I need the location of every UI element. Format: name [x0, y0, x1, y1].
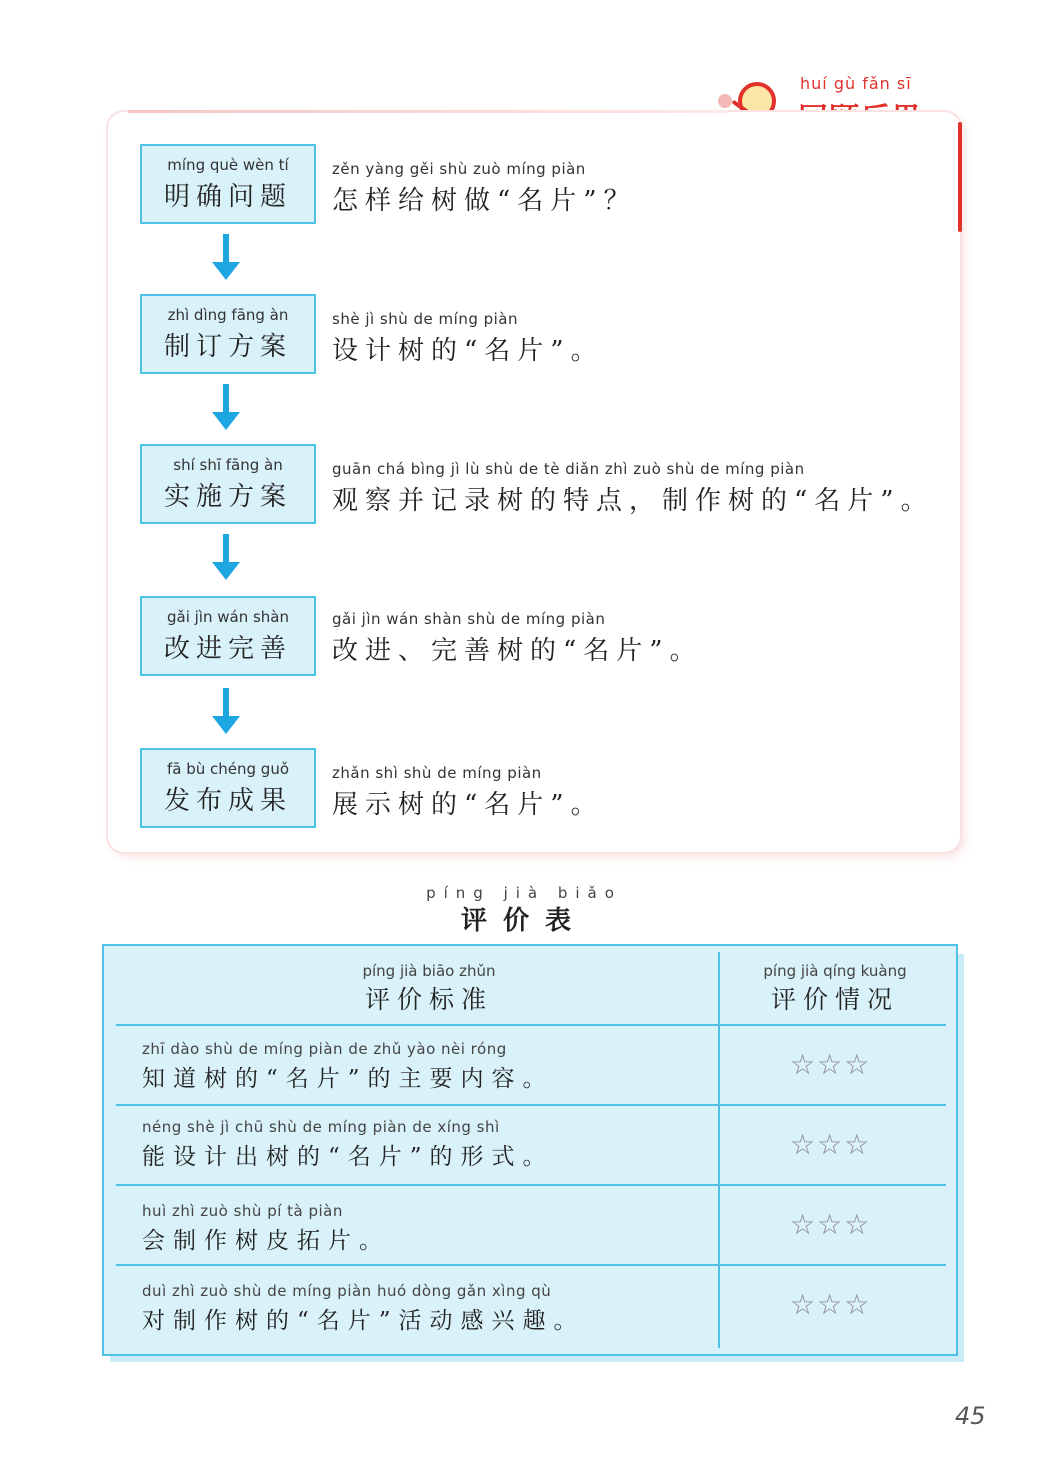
step-label: 明确问题: [163, 182, 292, 212]
step-box-define-problem: [140, 144, 316, 224]
criterion-text: 能设计出树的“名片”的形式。: [142, 1144, 554, 1170]
step-description: [332, 160, 637, 217]
down-arrow-icon: [218, 234, 234, 282]
page-number: 45: [955, 1402, 986, 1430]
step-description-text: 展示树的“名片”。: [332, 790, 604, 820]
criterion-text: 知道树的“名片”的主要内容。: [142, 1066, 554, 1092]
evaluation-table: [102, 944, 958, 1356]
evaluation-title-pinyin: píng jià biǎo: [426, 884, 622, 902]
column-header-status: [720, 962, 950, 1016]
step-description-text: 设计树的“名片”。: [332, 336, 604, 366]
row-divider: [116, 1104, 946, 1106]
step-label: 发布成果: [163, 786, 292, 816]
badge-pinyin: huí gù fǎn sī: [800, 74, 912, 93]
down-arrow-icon: [218, 534, 234, 582]
down-arrow-icon: [218, 384, 234, 432]
column-header-criteria: [234, 962, 624, 1016]
row-divider: [116, 1184, 946, 1186]
step-description: [332, 310, 604, 367]
step-description-pinyin: shè jì shù de míng piàn: [332, 310, 518, 328]
table-row: [142, 1282, 585, 1335]
star-rating[interactable]: ☆☆☆: [790, 1128, 872, 1161]
down-arrow-icon: [218, 688, 234, 736]
criterion-text: 对制作树的“名片”活动感兴趣。: [142, 1308, 585, 1334]
step-description-pinyin: guān chá bìng jì lù shù de tè diǎn zhì zuò shù de míng piàn: [332, 460, 805, 478]
criterion-text: 会制作树皮拓片。: [142, 1228, 390, 1254]
step-label: 制订方案: [163, 332, 292, 362]
step-box-publish: [140, 748, 316, 828]
card-side-decoration: [958, 122, 962, 232]
column-header-text: 评价标准: [364, 985, 493, 1014]
step-label-pinyin: zhì dìng fāng àn: [167, 306, 289, 324]
step-description-pinyin: gǎi jìn wán shàn shù de míng piàn: [332, 610, 606, 628]
step-description-text: 观察并记录树的特点，制作树的“名片”。: [332, 486, 934, 516]
table-row: [142, 1040, 554, 1093]
step-description-text: 改进、完善树的“名片”。: [332, 636, 703, 666]
step-box-implement-plan: [140, 444, 316, 524]
step-description-pinyin: zhǎn shì shù de míng piàn: [332, 764, 542, 782]
criterion-pinyin: duì zhì zuò shù de míng piàn huó dòng gǎn xìng qù: [142, 1282, 552, 1300]
step-label: 实施方案: [163, 482, 292, 512]
criterion-pinyin: néng shè jì chū shù de míng piàn de xíng shì: [142, 1118, 500, 1136]
step-description-pinyin: zěn yàng gěi shù zuò míng piàn: [332, 160, 586, 178]
table-row: [142, 1118, 554, 1171]
row-divider: [116, 1264, 946, 1266]
table-row: [142, 1202, 390, 1255]
step-description: [332, 460, 934, 517]
step-description: [332, 610, 703, 667]
step-label-pinyin: fā bù chéng guǒ: [166, 760, 290, 778]
step-label: 改进完善: [163, 634, 292, 664]
star-rating[interactable]: ☆☆☆: [790, 1208, 872, 1241]
step-description-text: 怎样给树做“名片”？: [332, 186, 637, 216]
evaluation-title: 评价表: [460, 906, 587, 936]
step-description: [332, 764, 604, 821]
step-label-pinyin: gǎi jìn wán shàn: [166, 608, 289, 626]
step-label-pinyin: míng què wèn tí: [167, 156, 289, 174]
column-header-text: 评价情况: [770, 985, 899, 1014]
column-header-pinyin: píng jià biāo zhǔn: [362, 962, 496, 980]
drum-small-icon: [718, 94, 732, 108]
step-label-pinyin: shí shī fāng àn: [173, 456, 283, 474]
criterion-pinyin: huì zhì zuò shù pí tà piàn: [142, 1202, 343, 1220]
card-top-decoration: [128, 110, 728, 113]
step-box-improve: [140, 596, 316, 676]
step-box-make-plan: [140, 294, 316, 374]
column-header-pinyin: píng jià qíng kuàng: [763, 962, 907, 980]
row-divider: [116, 1024, 946, 1026]
star-rating[interactable]: ☆☆☆: [790, 1288, 872, 1321]
process-card: [108, 112, 960, 852]
star-rating[interactable]: ☆☆☆: [790, 1048, 872, 1081]
criterion-pinyin: zhī dào shù de míng piàn de zhǔ yào nèi róng: [142, 1040, 507, 1058]
